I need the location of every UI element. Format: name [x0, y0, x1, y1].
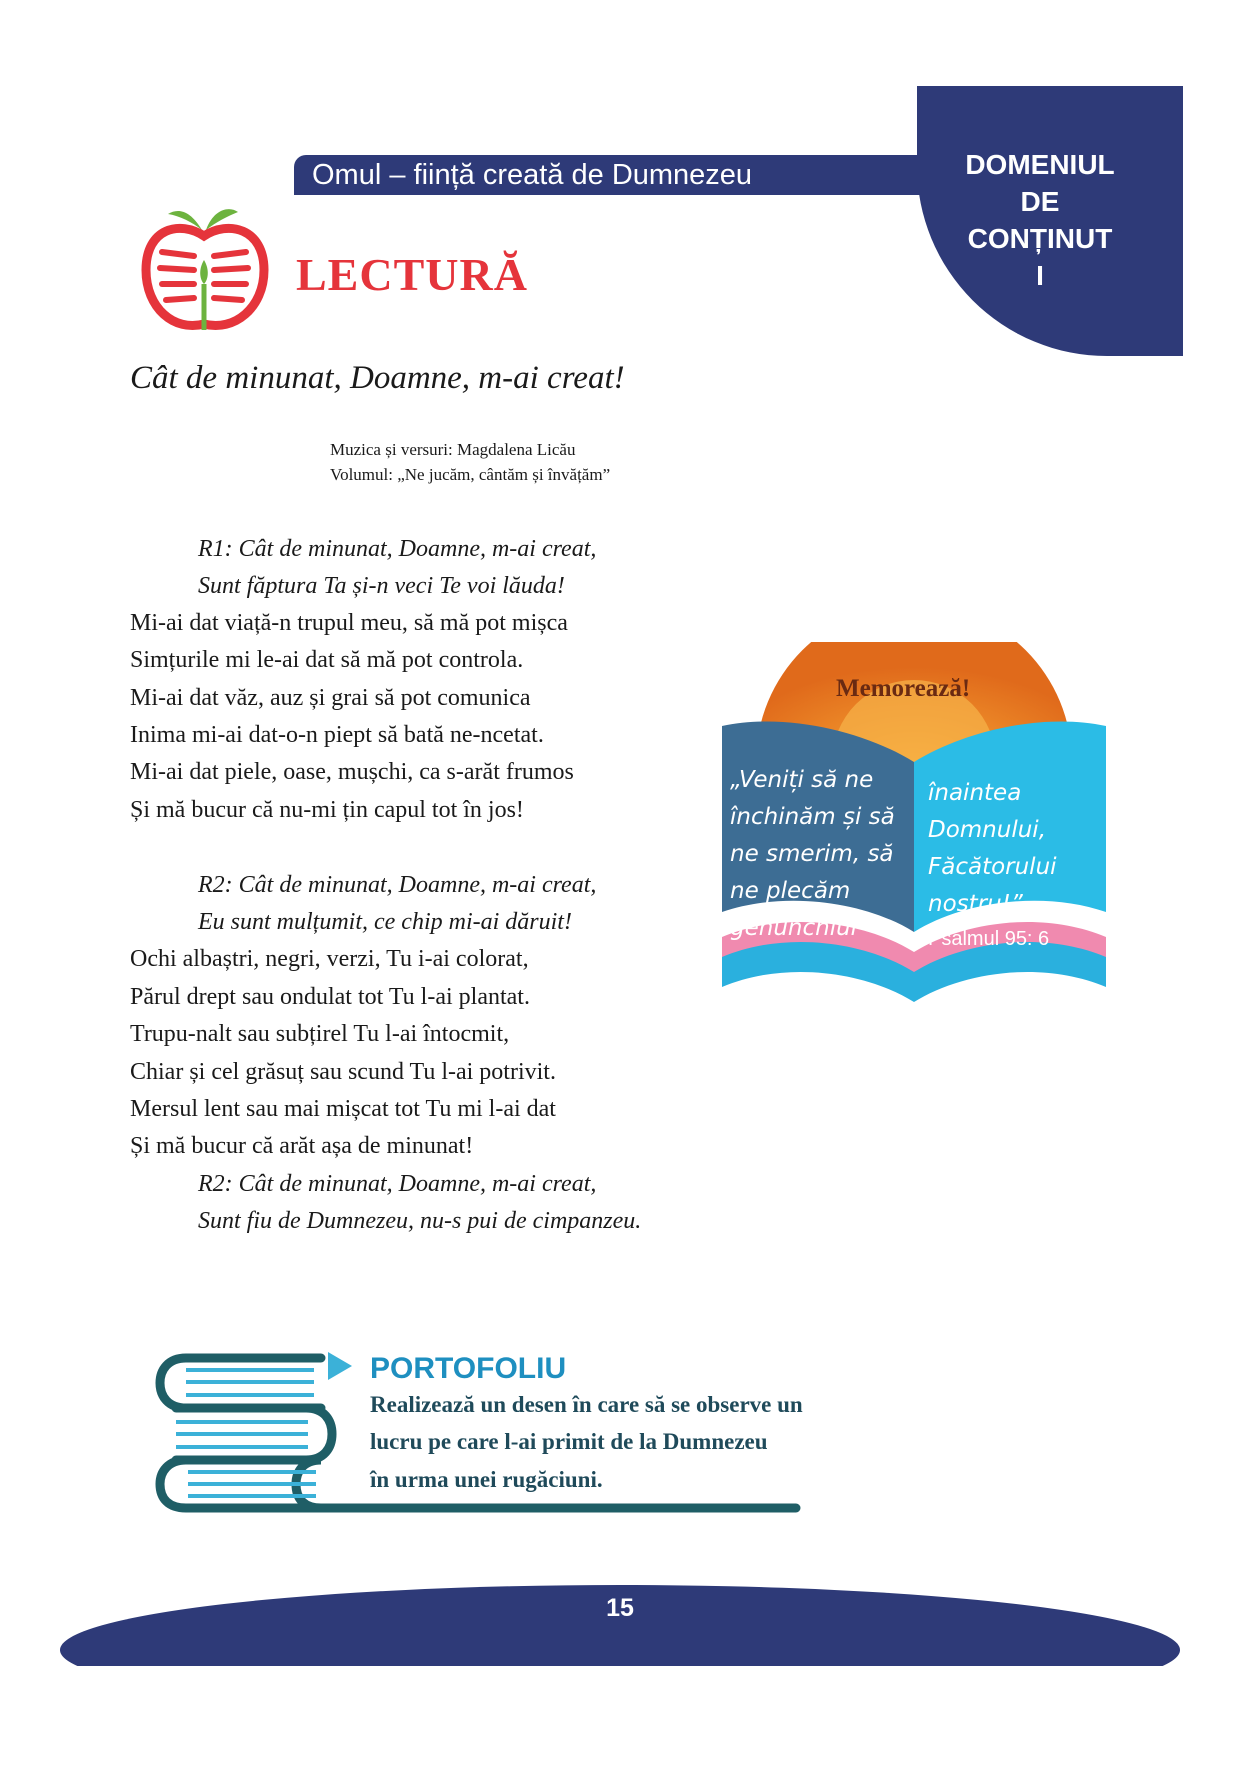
poem-line: R2: Cât de minunat, Doamne, m-ai creat,	[198, 1171, 597, 1197]
poem-line: Chiar și cel grăsuț sau scund Tu l-ai potrivit.	[130, 1059, 556, 1085]
poem-line: Mi-ai dat piele, oase, mușchi, ca s-arăt frumos	[130, 759, 574, 785]
credit-volume: Volumul: „Ne jucăm, cântăm și învățăm”	[330, 465, 611, 484]
poem-line: Mi-ai dat văz, auz și grai să pot comunica	[130, 685, 531, 711]
poem-line: Sunt fiu de Dumnezeu, nu-s pui de cimpanzeu.	[198, 1208, 642, 1234]
portfolio-text-line: în urma unei rugăciuni.	[370, 1467, 603, 1492]
poem-line: Trupu-nalt sau subțirel Tu l-ai întocmit,	[130, 1021, 510, 1047]
poem-line: Inima mi-ai dat-o-n piept să bată ne-ncetat.	[130, 722, 544, 748]
portfolio-title: PORTOFOLIU	[370, 1352, 567, 1385]
poem-title: Cât de minunat, Doamne, m-ai creat!	[130, 360, 625, 396]
poem-line: R2: Cât de minunat, Doamne, m-ai creat,	[198, 872, 597, 898]
poem-line: Ochi albaștri, negri, verzi, Tu i-ai colorat,	[130, 946, 529, 972]
memorize-title: Memorează!	[836, 675, 971, 702]
poem-line: Simțurile mi le-ai dat să mă pot controla.	[130, 647, 524, 673]
memorize-quote-right: înaintea Domnului, Făcătorului nostru!”	[928, 780, 1057, 917]
poem-line: Eu sunt mulțumit, ce chip mi-ai dăruit!	[198, 909, 572, 935]
poem-line: Sunt făptura Ta și-n veci Te voi lăuda!	[198, 573, 565, 599]
apple-book-icon	[140, 200, 270, 340]
memorize-reference: Psalmul 95: 6	[928, 928, 1050, 950]
page-number: 15	[606, 1594, 634, 1622]
poem-credits	[330, 437, 610, 487]
domain-label-text: DOMENIUL DE CONȚINUT I	[965, 149, 1115, 291]
domain-label	[940, 146, 1140, 294]
portfolio-text-line: Realizează un desen în care să se observe un	[370, 1392, 803, 1417]
poem-line: Și mă bucur că nu-mi țin capul tot în jos!	[130, 797, 524, 823]
memorize-quote-left: „Veniți să ne închinăm și să ne smerim, să ne plecăm genunchiul	[730, 767, 895, 941]
poem-line: Și mă bucur că arăt așa de minunat!	[130, 1133, 474, 1159]
credit-music: Muzica și versuri: Magdalena Licău	[330, 440, 576, 459]
portfolio-text-line: lucru pe care l-ai primit de la Dumnezeu	[370, 1429, 768, 1454]
poem-line: Mi-ai dat viață-n trupul meu, să mă pot mișca	[130, 610, 568, 636]
poem-line: Mersul lent sau mai mișcat tot Tu mi l-ai dat	[130, 1096, 556, 1122]
footer-cover	[0, 1666, 1240, 1766]
poem-line: Părul drept sau ondulat tot Tu l-ai plantat.	[130, 984, 530, 1010]
section-heading: LECTURĂ	[296, 249, 528, 300]
poem-line: R1: Cât de minunat, Doamne, m-ai creat,	[198, 536, 597, 562]
chapter-title: Omul – ființă creată de Dumnezeu	[312, 159, 753, 191]
